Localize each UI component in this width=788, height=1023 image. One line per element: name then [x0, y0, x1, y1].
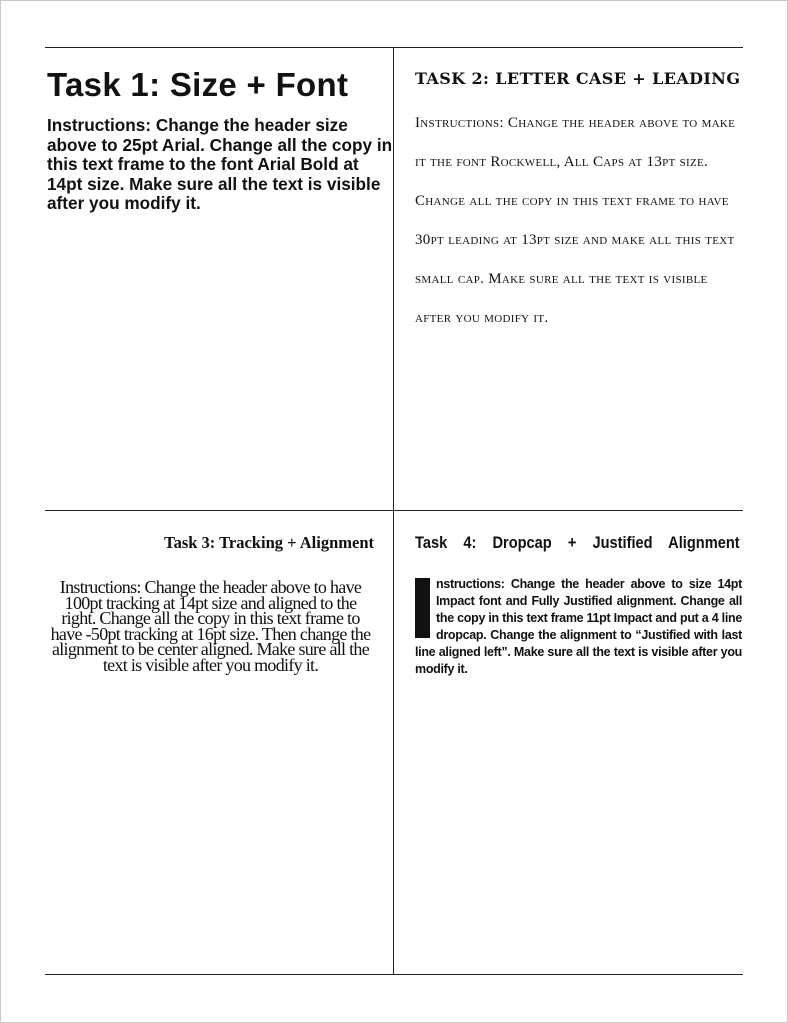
task-4-instructions-text: nstructions: Change the header above to size 14pt Impact font and Fully Justified alignment. Change all the copy in this text frame 11pt Impact and put a 4 line dropcap. Change the alignment to “Justified with last line aligned left”. Make sure all the text is visible after you modify it. — [415, 577, 742, 676]
task-4-title: Task 4: Dropcap + Justified Alignment — [415, 533, 740, 552]
task-1-frame — [47, 66, 393, 214]
bottom-rule — [45, 974, 743, 975]
task-3-frame — [47, 532, 374, 673]
center-divider — [393, 47, 394, 975]
task-4-instructions — [415, 576, 742, 678]
task-2-title: TASK 2: LETTER CASE + LEADING — [415, 69, 741, 88]
middle-rule — [45, 510, 743, 511]
task-3-instructions: Instructions: Change the header above to have 100pt tracking at 14pt size and aligned to the right. Change all the copy in this text frame to have -50pt tracking at 16pt size. Then change the alignment to be center aligned. Make sure all the text is visible after you modify it. — [50, 577, 371, 675]
task-3-title: Task 3: Tracking + Alignment — [164, 533, 374, 552]
top-rule — [45, 47, 743, 48]
task-1-instructions: Instructions: Change the header size above to 25pt Arial. Change all the copy in this text frame to the font Arial Bold at 14pt size. Make sure all the text is visible after you modify it. — [47, 115, 393, 213]
task-2-instructions: Instructions: Change the header above to make it the font Rockwell, All Caps at 13pt size. Change all the copy in this text frame to have 30pt leading at 13pt size and make all this text small cap. Make sure all the text is visible after you modify it. — [415, 115, 736, 326]
task-4-frame — [415, 532, 742, 678]
task-2-frame — [415, 68, 745, 338]
task-1-title: Task 1: Size + Font — [47, 66, 349, 103]
dropcap-block — [415, 578, 430, 638]
